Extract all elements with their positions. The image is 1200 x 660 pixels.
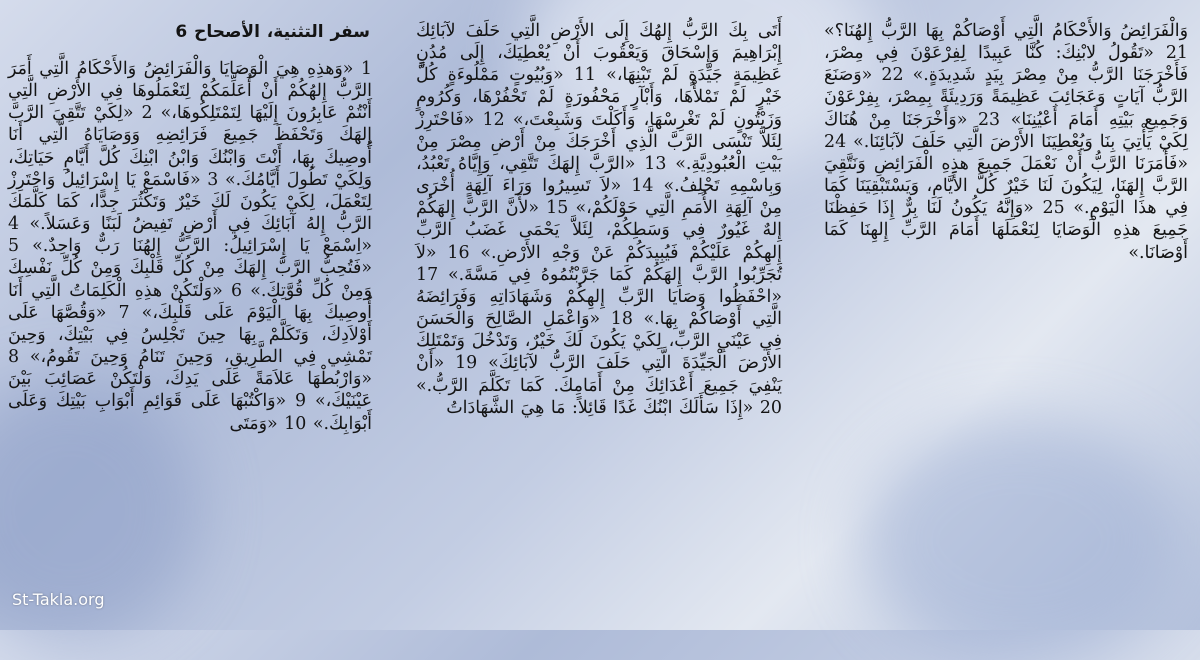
text-column-2: [402, 0, 794, 630]
column-3-text: وَالْفَرَائِضُ وَالأَحْكَامُ الَّتِي أَوْصَاكُمْ بِهَا الرَّبُّ إِلهُنَا؟» 21 «تَقُولُ لابْنِكَ: كُنَّا عَبِيدًا لِفِرْعَوْنَ فِي مِصْرَ، فَأَخْرَجَنَا الرَّبُّ مِنْ مِصْرَ بِيَدٍ شَدِيدَةٍ.» 22 «وَصَنَعَ الرَّبُّ آيَاتٍ وَعَجَائِبَ عَظِيمَةً وَرَدِيئَةً بِمِصْرَ، بِفِرْعَوْنَ وَجَمِيعِ بَيْتِهِ أَمَامَ أَعْيُنِنَا» 23 «وَأَخْرَجَنَا مِنْ هُنَاكَ لِكَيْ يَأْتِيَ بِنَا وَيُعْطِيَنَا الأَرْضَ الَّتِي حَلَفَ لآبَائِنَا.» 24 «فَأَمَرَنَا الرَّبُّ أَنْ نَعْمَلَ جَمِيعَ هذِهِ الْفَرَائِضِ وَنَتَّقِيَ الرَّبَّ إِلهَنَا، لِيَكُونَ لَنَا خَيْرٌ كُلَّ الأَيَّامِ، وَيَسْتَبْقِيَنَا كَمَا فِي هذَا الْيَوْمِ.» 25 «وَإِنَّهُ يَكُونُ لَنَا بِرٌّ إِذَا حَفِظْنَا جَمِيعَ هذِهِ الْوَصَايَا لِنَعْمَلَهَا أَمَامَ الرَّبِّ إِلهِنَا كَمَا أَوْصَانَا.»: [824, 21, 1189, 263]
text-column-1: [0, 0, 402, 630]
site-watermark: St-Takla.org: [12, 590, 105, 609]
column-2-text: أَتَى بِكَ الرَّبُّ إِلهُكَ إِلَى الأَرْضِ الَّتِي حَلَفَ لآبَائِكَ إِبْرَاهِيمَ وَإِسْحَاقَ وَيَعْقُوبَ أَنْ يُعْطِيَكَ، إِلَى مُدُنٍ عَظِيمَةٍ جَيِّدَةٍ لَمْ تَبْنِهَا،» 11 «وَبُيُوتٍ مَمْلُوءَةٍ كُلَّ خَيْرٍ لَمْ تَمْلأْهَا، وَأَبْآرٍ مَحْفُورَةٍ لَمْ تَحْفُرْهَا، وَكُرُومٍ وَزَيْتُونٍ لَمْ تَغْرِسْهَا، وَأَكَلْتَ وَشَبِعْتَ،» 12 «فَاحْتَرِزْ لِئَلاَّ تَنْسَى الرَّبَّ الَّذِي أَخْرَجَكَ مِنْ أَرْضِ مِصْرَ مِنْ بَيْتِ الْعُبُودِيَّةِ.» 13 «الرَّبَّ إِلهَكَ تَتَّقِي، وَإِيَّاهُ تَعْبُدُ، وَبِاسْمِهِ تَحْلِفُ.» 14 «لاَ تَسِيرُوا وَرَاءَ آلِهَةٍ أُخْرَى مِنْ آلِهَةِ الأُمَمِ الَّتِي حَوْلَكُمْ،» 15 «لأَنَّ الرَّبَّ إِلهَكُمْ إِلهٌ غَيُورٌ فِي وَسَطِكُمْ، لِئَلاَّ يَحْمَى غَضَبُ الرَّبِّ إِلهِكُمْ عَلَيْكُمْ فَيُبِيدَكُمْ عَنْ وَجْهِ الأَرْضِ.» 16 «لاَ تُجَرِّبُوا الرَّبَّ إِلهَكُمْ كَمَا جَرَّبْتُمُوهُ فِي مَسَّةَ.» 17 «احْفَظُوا وَصَايَا الرَّبِّ إِلهِكُمْ وَشَهَادَاتِهِ وَفَرَائِضَهُ الَّتِي أَوْصَاكُمْ بِهَا.» 18 «وَاعْمَلِ الصَّالِحَ وَالْحَسَنَ فِي عَيْنَيِ الرَّبِّ، لِكَيْ يَكُونَ لَكَ خَيْرٌ، وَتَدْخُلَ وَتَمْتَلِكَ الأَرْضَ الْجَيِّدَةَ الَّتِي حَلَفَ الرَّبُّ لآبَائِكَ» 19 «أَنْ يَنْفِيَ جَمِيعَ أَعْدَائِكَ مِنْ أَمَامِكَ. كَمَا تَكَلَّمَ الرَّبُّ.» 20 «إِذَا سَأَلَكَ ابْنُكَ غَدًا قَائِلاً: مَا هِيَ الشَّهَادَاتُ: [416, 21, 782, 418]
column-1-text: 1 «وَهذِهِ هِيَ الْوَصَايَا وَالْفَرَائِضُ وَالأَحْكَامُ الَّتِي أَمَرَ الرَّبُّ إِلهُكُمْ أَنْ أُعَلِّمَكُمْ لِتَعْمَلُوهَا فِي الأَرْضِ الَّتِي أَنْتُمْ عَابِرُونَ إِلَيْهَا لِتَمْتَلِكُوهَا،» 2 «لِكَيْ تَتَّقِيَ الرَّبَّ إِلهَكَ وَتَحْفَظَ جَمِيعَ فَرَائِضِهِ وَوَصَايَاهُ الَّتِي أَنَا أُوصِيكَ بِهَا، أَنْتَ وَابْنُكَ وَابْنُ ابْنِكَ كُلَّ أَيَّامِ حَيَاتِكَ، وَلِكَيْ تَطُولَ أَيَّامُكَ.» 3 «فَاسْمَعْ يَا إِسْرَائِيلُ وَاحْتَرِزْ لِتَعْمَلَ، لِكَيْ يَكُونَ لَكَ خَيْرٌ وَتَكْثُرَ جِدًّا، كَمَا كَلَّمَكَ الرَّبُّ إِلهُ آبَائِكَ فِي أَرْضٍ تَفِيضُ لَبَنًا وَعَسَلاً.» 4 «اِسْمَعْ يَا إِسْرَائِيلُ: الرَّبُّ إِلهُنَا رَبٌّ وَاحِدٌ.» 5 «فَتُحِبُّ الرَّبَّ إِلهَكَ مِنْ كُلِّ قَلْبِكَ وَمِنْ كُلِّ نَفْسِكَ وَمِنْ كُلِّ قُوَّتِكَ.» 6 «وَلْتَكُنْ هذِهِ الْكَلِمَاتُ الَّتِي أَنَا أُوصِيكَ بِهَا الْيَوْمَ عَلَى قَلْبِكَ،» 7 «وَقُصَّهَا عَلَى أَوْلاَدِكَ، وَتَكَلَّمْ بِهَا حِينَ تَجْلِسُ فِي بَيْتِكَ، وَحِينَ تَمْشِي فِي الطَّرِيقِ، وَحِينَ تَنَامُ وَحِينَ تَقُومُ،» 8 «وَارْبُطْهَا عَلاَمَةً عَلَى يَدِكَ، وَلْتَكُنْ عَصَائِبَ بَيْنَ عَيْنَيْكَ،» 9 «وَاكْتُبْهَا عَلَى قَوَائِمِ أَبْوَابِ بَيْتِكَ وَعَلَى أَبْوَابِكَ.» 10 «وَمَتَى: [8, 59, 373, 434]
chapter-title: سفر التثنية، الأصحاح 6: [175, 22, 370, 42]
text-column-3: [794, 0, 1200, 630]
